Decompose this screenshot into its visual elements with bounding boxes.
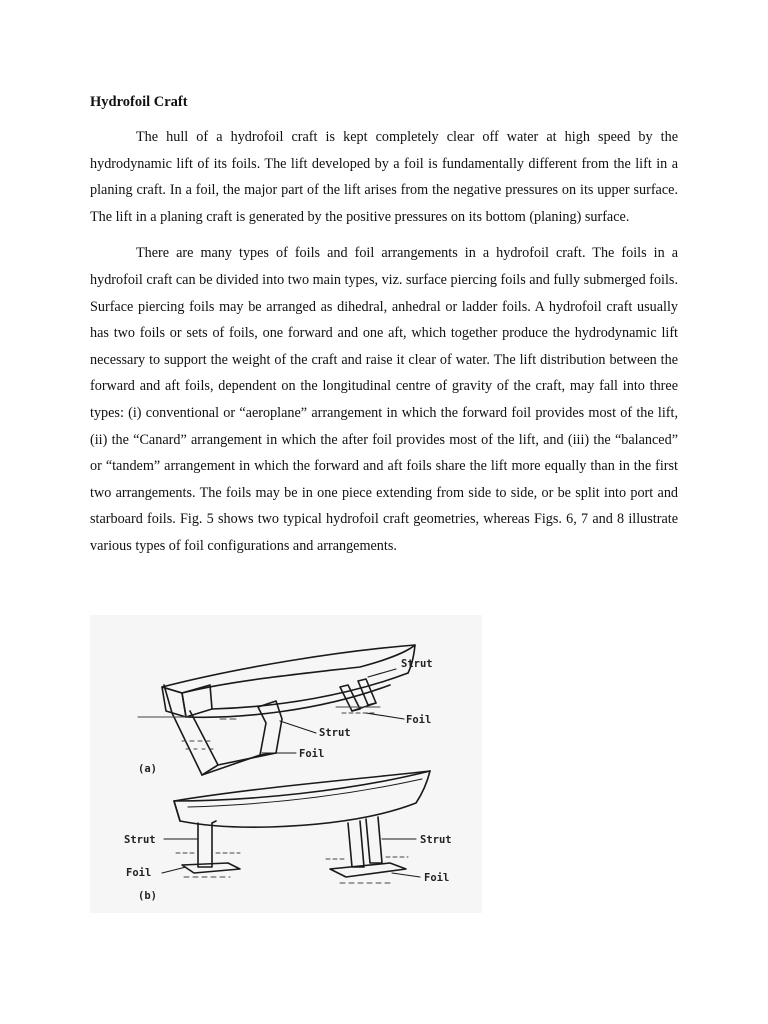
front-foil-a [202, 701, 282, 775]
hull-a [162, 645, 415, 717]
front-strut-b [198, 821, 216, 867]
aft-strut-b [348, 817, 382, 867]
label-foil-bottom-a: Foil [299, 748, 325, 760]
label-strut-mid-a: Strut [319, 727, 351, 739]
waterline-b [176, 853, 408, 883]
section-heading: Hydrofoil Craft [90, 94, 188, 110]
hydrofoil-drawing [90, 615, 482, 913]
label-strut-left-b: Strut [124, 834, 156, 846]
paragraph-foil-types: There are many types of foils and foil arrangements in a hydrofoil craft. The foils in a hydrofoil craft can be divided into two main types, viz. surface piercing foils and fully submerged foils. Surface piercing foils may be arranged as dihedral, anhedral or ladder foils. A hydrofoil craft usually has two foils or sets of foils, one forward and one aft, which together produce the hydrodynamic lift necessary to support the weight of the craft and raise it clear of water. The lift distribution between the forward and aft foils, dependent on the longitudinal centre of gravity of the craft, may fall into three types: (i) conventional or “aeroplane” arrangement in which the forward foil provides most of the lift, (ii) the “Canard” arrangement in which the after foil provides most of the lift, and (iii) the “balanced” or “tandem” arrangement in which the forward and aft foils share the lift more equally than in the first two arrangements. The foils may be in one piece extending from side to side, or be split into port and starboard foils. Fig. 5 shows two typical hydrofoil craft geometries, whereas Figs. 6, 7 and 8 illustrate various types of foil configurations and arrangements. [90, 245, 678, 554]
front-strut-a [164, 685, 218, 775]
label-foil-left-b: Foil [126, 867, 152, 879]
paragraph-hull-lift: The hull of a hydrofoil craft is kept completely clear off water at high speed by the hydrodynamic lift of its foils. The lift developed by a foil is fundamentally different from the lift in a planing craft. In a foil, the major part of the lift arises from the negative pressures on its upper surface. The lift in a planing craft is generated by the positive pressures on its bottom (planing) surface. [90, 129, 678, 225]
label-strut-top-a: Strut [401, 658, 433, 670]
panel-label-b: (b) [138, 890, 157, 902]
hydrofoil-figure [90, 615, 482, 913]
label-foil-right-b: Foil [424, 872, 450, 884]
document-body [90, 92, 678, 570]
hull-b [174, 771, 430, 827]
front-foil-b [182, 863, 240, 873]
panel-label-a: (a) [138, 763, 157, 775]
label-foil-right-a: Foil [406, 714, 432, 726]
aft-foil-b [330, 863, 406, 877]
label-strut-right-b: Strut [420, 834, 452, 846]
